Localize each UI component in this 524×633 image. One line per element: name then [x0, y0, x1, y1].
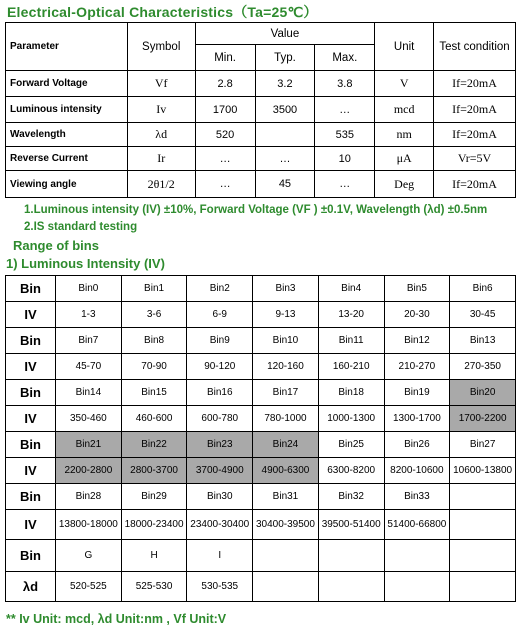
spec-max: …	[315, 171, 375, 198]
bin-cell: Bin31	[253, 484, 319, 510]
spec-unit: Deg	[375, 171, 434, 198]
bin-cell: 780-1000	[253, 406, 319, 432]
spec-condition: If=20mA	[434, 123, 516, 147]
spec-condition: Vr=5V	[434, 147, 516, 171]
bin-cell: Bin25	[318, 432, 384, 458]
bin-cell	[384, 540, 450, 572]
spec-symbol: λd	[127, 123, 195, 147]
spec-typ: 3.2	[255, 71, 315, 97]
bin-cell: Bin6	[450, 276, 516, 302]
spec-symbol: 2θ1/2	[127, 171, 195, 198]
bin-cell: Bin9	[187, 328, 253, 354]
header-value: Value	[195, 23, 375, 45]
bin-cell: 70-90	[121, 354, 187, 380]
units-footer: ** Iv Unit: mcd, λd Unit:nm , Vf Unit:V	[6, 612, 227, 626]
bin-cell: 45-70	[56, 354, 122, 380]
spec-condition: If=20mA	[434, 171, 516, 198]
bin-cell: G	[56, 540, 122, 572]
spec-row-wavelength	[6, 123, 516, 147]
bin-cell	[318, 540, 384, 572]
bin-cell: 210-270	[384, 354, 450, 380]
bin-cell	[450, 572, 516, 602]
bin-row	[6, 354, 516, 380]
bin-cell: 3-6	[121, 302, 187, 328]
spec-row-viewing-angle	[6, 171, 516, 198]
spec-symbol: Vf	[127, 71, 195, 97]
bin-cell: 18000-23400	[121, 510, 187, 540]
bin-row	[6, 380, 516, 406]
bin-cell: 520-525	[56, 572, 122, 602]
bin-row-label: Bin	[6, 276, 56, 302]
bin-cell: 39500-51400	[318, 510, 384, 540]
note-2: 2.IS standard testing	[24, 221, 138, 233]
bin-cell: 2800-3700	[121, 458, 187, 484]
bin-cell: 4900-6300	[253, 458, 319, 484]
spec-max: …	[315, 97, 375, 123]
bin-row-label: Bin	[6, 484, 56, 510]
bin-cell	[450, 510, 516, 540]
bin-cell: Bin27	[450, 432, 516, 458]
header-max: Max.	[315, 45, 375, 71]
spec-parameter: Wavelength	[6, 123, 128, 147]
spec-row-reverse-current	[6, 147, 516, 171]
spec-unit: V	[375, 71, 434, 97]
bin-cell: 10600-13800	[450, 458, 516, 484]
spec-min: 1700	[195, 97, 255, 123]
bin-cell: Bin5	[384, 276, 450, 302]
spec-parameter: Reverse Current	[6, 147, 128, 171]
header-parameter: Parameter	[6, 23, 128, 71]
header-test-condition: Test condition	[434, 23, 516, 71]
bin-cell: Bin8	[121, 328, 187, 354]
bin-row	[6, 302, 516, 328]
range-of-bins-heading: Range of bins	[13, 238, 99, 253]
bin-cell: Bin29	[121, 484, 187, 510]
spec-typ: …	[255, 147, 315, 171]
bin-cell: 6-9	[187, 302, 253, 328]
bin-cell: Bin3	[253, 276, 319, 302]
bin-row-label: IV	[6, 406, 56, 432]
spec-symbol: Iv	[127, 97, 195, 123]
bin-row	[6, 572, 516, 602]
bin-row-label: IV	[6, 510, 56, 540]
bin-cell: Bin12	[384, 328, 450, 354]
spec-min: …	[195, 147, 255, 171]
spec-row-luminous-intensity	[6, 97, 516, 123]
bin-cell	[318, 572, 384, 602]
bin-cell	[253, 572, 319, 602]
bin-cell: 30-45	[450, 302, 516, 328]
bin-cell: 160-210	[318, 354, 384, 380]
spec-symbol: Ir	[127, 147, 195, 171]
page-title: Electrical-Optical Characteristics（Ta=25℃）	[7, 4, 318, 20]
bin-cell: 23400-30400	[187, 510, 253, 540]
bin-cell: 3700-4900	[187, 458, 253, 484]
luminous-intensity-heading: 1) Luminous Intensity (IV)	[6, 256, 165, 271]
bin-cell: 270-350	[450, 354, 516, 380]
bin-cell: Bin32	[318, 484, 384, 510]
bin-cell: Bin16	[187, 380, 253, 406]
bin-row-label: Bin	[6, 328, 56, 354]
spec-typ	[255, 123, 315, 147]
bin-row-label: Bin	[6, 540, 56, 572]
bin-cell: Bin10	[253, 328, 319, 354]
bin-cell: 1300-1700	[384, 406, 450, 432]
bin-cell: Bin18	[318, 380, 384, 406]
spec-max: 10	[315, 147, 375, 171]
bin-cell	[450, 540, 516, 572]
spec-parameter: Viewing angle	[6, 171, 128, 198]
bin-cell: 530-535	[187, 572, 253, 602]
bin-cell	[384, 572, 450, 602]
bin-cell: Bin19	[384, 380, 450, 406]
bin-cell: Bin2	[187, 276, 253, 302]
spec-typ: 45	[255, 171, 315, 198]
bin-cell: Bin0	[56, 276, 122, 302]
bin-cell: Bin33	[384, 484, 450, 510]
note-1: 1.Luminous intensity (IV) ±10%, Forward Voltage (VF ) ±0.1V, Wavelength (λd) ±0.5nm	[24, 204, 488, 216]
header-min: Min.	[195, 45, 255, 71]
bin-cell: 525-530	[121, 572, 187, 602]
bin-row	[6, 328, 516, 354]
bin-cell: 8200-10600	[384, 458, 450, 484]
bin-cell: Bin4	[318, 276, 384, 302]
bin-row-label: Bin	[6, 432, 56, 458]
bin-cell: Bin7	[56, 328, 122, 354]
header-typ: Typ.	[255, 45, 315, 71]
bin-cell: 30400-39500	[253, 510, 319, 540]
spec-unit: nm	[375, 123, 434, 147]
bin-row	[6, 540, 516, 572]
bin-cell: 13800-18000	[56, 510, 122, 540]
bin-row	[6, 510, 516, 540]
bin-row	[6, 458, 516, 484]
bin-cell: Bin30	[187, 484, 253, 510]
bin-row-label: IV	[6, 354, 56, 380]
bin-cell: Bin26	[384, 432, 450, 458]
bin-cell: Bin1	[121, 276, 187, 302]
bin-cell: 1-3	[56, 302, 122, 328]
bin-cell: Bin24	[253, 432, 319, 458]
bin-cell: Bin17	[253, 380, 319, 406]
bin-cell: Bin13	[450, 328, 516, 354]
spec-typ: 3500	[255, 97, 315, 123]
spec-unit: μA	[375, 147, 434, 171]
bin-row	[6, 276, 516, 302]
spec-min: 2.8	[195, 71, 255, 97]
bin-row	[6, 432, 516, 458]
bin-cell: Bin15	[121, 380, 187, 406]
bin-cell	[450, 484, 516, 510]
bins-table	[5, 275, 516, 602]
bin-cell: 460-600	[121, 406, 187, 432]
bin-cell: Bin28	[56, 484, 122, 510]
bin-cell: Bin23	[187, 432, 253, 458]
spec-unit: mcd	[375, 97, 434, 123]
spec-row-forward-voltage	[6, 71, 516, 97]
bin-cell: 90-120	[187, 354, 253, 380]
bin-row-label: Bin	[6, 380, 56, 406]
spec-min: 520	[195, 123, 255, 147]
spec-max: 535	[315, 123, 375, 147]
spec-condition: If=20mA	[434, 71, 516, 97]
header-symbol: Symbol	[127, 23, 195, 71]
spec-condition: If=20mA	[434, 97, 516, 123]
bin-row	[6, 406, 516, 432]
specs-table	[5, 22, 516, 198]
spec-max: 3.8	[315, 71, 375, 97]
spec-min: …	[195, 171, 255, 198]
notes	[24, 202, 487, 236]
bin-cell: 20-30	[384, 302, 450, 328]
bin-cell: 1000-1300	[318, 406, 384, 432]
bin-cell: Bin22	[121, 432, 187, 458]
bin-cell: 6300-8200	[318, 458, 384, 484]
bin-cell: Bin11	[318, 328, 384, 354]
bin-cell: 600-780	[187, 406, 253, 432]
bin-cell: H	[121, 540, 187, 572]
bin-cell: 2200-2800	[56, 458, 122, 484]
bin-cell: Bin14	[56, 380, 122, 406]
bin-row-label: λd	[6, 572, 56, 602]
bin-row	[6, 484, 516, 510]
bin-cell: I	[187, 540, 253, 572]
bin-cell: Bin21	[56, 432, 122, 458]
spec-parameter: Forward Voltage	[6, 71, 128, 97]
bin-cell: 120-160	[253, 354, 319, 380]
bin-row-label: IV	[6, 458, 56, 484]
bin-cell: 51400-66800	[384, 510, 450, 540]
bin-cell: Bin20	[450, 380, 516, 406]
spec-parameter: Luminous intensity	[6, 97, 128, 123]
bin-cell: 9-13	[253, 302, 319, 328]
bin-cell: 350-460	[56, 406, 122, 432]
bin-cell	[253, 540, 319, 572]
bin-cell: 1700-2200	[450, 406, 516, 432]
bin-row-label: IV	[6, 302, 56, 328]
bin-cell: 13-20	[318, 302, 384, 328]
header-unit: Unit	[375, 23, 434, 71]
